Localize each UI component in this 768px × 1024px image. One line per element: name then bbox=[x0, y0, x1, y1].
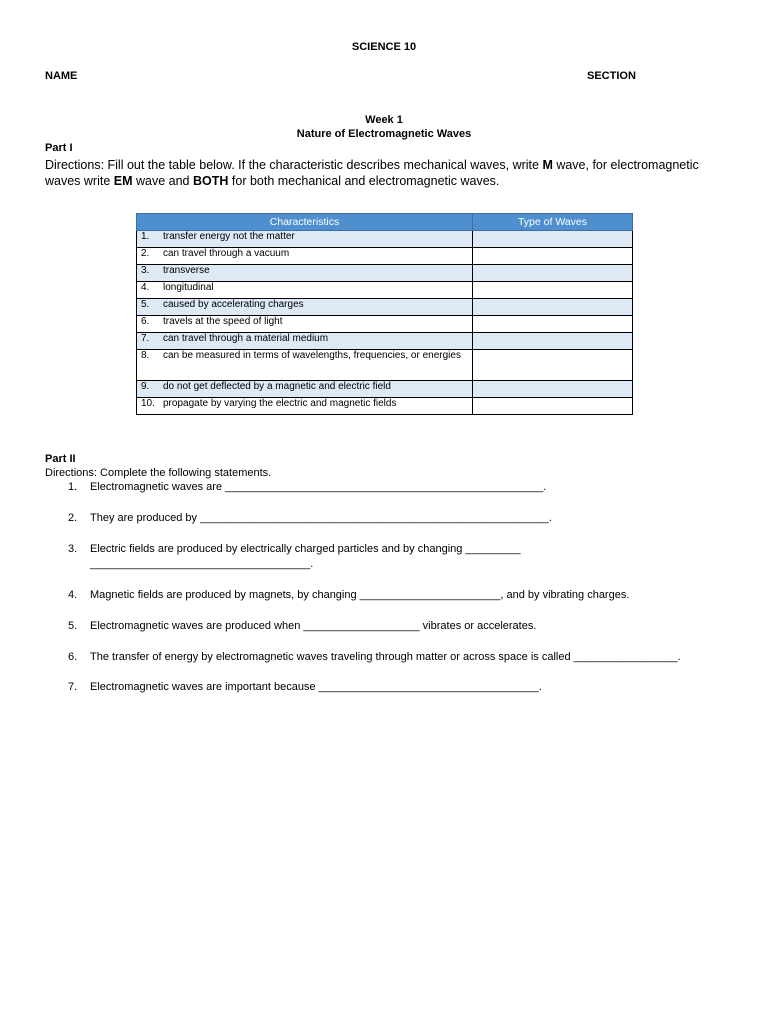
characteristic-cell bbox=[137, 231, 473, 248]
characteristic-text: longitudinal bbox=[163, 282, 214, 293]
characteristic-cell bbox=[137, 248, 473, 265]
directions-m: M bbox=[542, 158, 553, 172]
row-number: 8. bbox=[141, 350, 150, 361]
characteristic-text: do not get deflected by a magnetic and electric field bbox=[163, 381, 391, 392]
row-number: 3. bbox=[141, 265, 150, 276]
table-row bbox=[137, 299, 633, 316]
answer-cell[interactable] bbox=[473, 333, 633, 350]
section-label: SECTION bbox=[587, 70, 636, 82]
table-row bbox=[137, 282, 633, 299]
row-number: 6. bbox=[141, 316, 150, 327]
statement-number: 4. bbox=[68, 589, 78, 601]
answer-cell[interactable] bbox=[473, 265, 633, 282]
table-row bbox=[137, 333, 633, 350]
statement-item bbox=[68, 588, 720, 603]
statement-item bbox=[68, 619, 720, 634]
characteristic-text: propagate by varying the electric and magnetic fields bbox=[163, 398, 397, 409]
characteristic-text: can be measured in terms of wavelengths, frequencies, or energies bbox=[163, 350, 461, 361]
part2-directions: Directions: Complete the following statements. bbox=[45, 467, 272, 479]
table-row bbox=[137, 316, 633, 333]
subject-title: SCIENCE 10 bbox=[351, 41, 417, 53]
answer-cell[interactable] bbox=[473, 350, 633, 381]
characteristic-cell bbox=[137, 282, 473, 299]
statement-item bbox=[68, 511, 720, 526]
answer-cell[interactable] bbox=[473, 316, 633, 333]
statement-number: 6. bbox=[68, 651, 78, 663]
table-header-row bbox=[137, 214, 633, 231]
statement-text[interactable]: They are produced by _________________________________________________________. bbox=[90, 512, 552, 524]
row-number: 1. bbox=[141, 231, 150, 242]
statement-item bbox=[68, 680, 720, 695]
characteristic-text: can travel through a material medium bbox=[163, 333, 329, 344]
characteristic-text: caused by accelerating charges bbox=[163, 299, 304, 310]
table-row bbox=[137, 398, 633, 415]
part1-title: Part I bbox=[45, 142, 73, 154]
statement-text[interactable]: The transfer of energy by electromagnetic waves traveling through matter or across space is called _________________. bbox=[90, 651, 681, 663]
characteristic-text: travels at the speed of light bbox=[163, 316, 283, 327]
statement-item bbox=[68, 542, 720, 572]
table-row bbox=[137, 231, 633, 248]
statement-text[interactable]: Electric fields are produced by electrically charged particles and by changing _________ ____________________________________. bbox=[90, 543, 521, 570]
characteristic-cell bbox=[137, 398, 473, 415]
answer-cell[interactable] bbox=[473, 231, 633, 248]
statement-text[interactable]: Electromagnetic waves are produced when ___________________ vibrates or accelerates. bbox=[90, 620, 537, 632]
directions-text: wave, for electromagnetic waves write bbox=[45, 158, 699, 188]
statement-number: 5. bbox=[68, 620, 78, 632]
statement-item bbox=[68, 480, 720, 495]
directions-text: Directions: Fill out the table below. If the characteristic describes mechanical waves, write bbox=[45, 158, 543, 172]
characteristic-cell bbox=[137, 350, 473, 381]
characteristic-cell bbox=[137, 299, 473, 316]
row-number: 7. bbox=[141, 333, 150, 344]
week-title: Week 1 bbox=[365, 114, 403, 126]
answer-cell[interactable] bbox=[473, 381, 633, 398]
statement-number: 2. bbox=[68, 512, 78, 524]
statement-text[interactable]: Magnetic fields are produced by magnets, by changing _______________________, and by vibrating charges. bbox=[90, 589, 630, 601]
row-number: 4. bbox=[141, 282, 150, 293]
characteristics-table bbox=[136, 213, 633, 415]
statement-item bbox=[68, 650, 720, 665]
table-row bbox=[137, 248, 633, 265]
row-number: 5. bbox=[141, 299, 150, 310]
characteristic-cell bbox=[137, 333, 473, 350]
row-number: 10. bbox=[141, 398, 155, 409]
topic-title: Nature of Electromagnetic Waves bbox=[296, 128, 472, 140]
answer-cell[interactable] bbox=[473, 248, 633, 265]
characteristic-cell bbox=[137, 381, 473, 398]
directions-em: EM bbox=[113, 174, 133, 188]
row-number: 9. bbox=[141, 381, 150, 392]
statement-number: 3. bbox=[68, 543, 78, 555]
answer-cell[interactable] bbox=[473, 398, 633, 415]
header-type-of-waves: Type of Waves bbox=[473, 214, 633, 231]
statement-text[interactable]: Electromagnetic waves are ____________________________________________________. bbox=[90, 481, 547, 493]
characteristic-text: transfer energy not the matter bbox=[163, 231, 295, 242]
row-number: 2. bbox=[141, 248, 150, 259]
part2-title: Part II bbox=[45, 453, 76, 465]
table-row bbox=[137, 350, 633, 381]
statement-text[interactable]: Electromagnetic waves are important because ____________________________________. bbox=[90, 681, 542, 693]
answer-cell[interactable] bbox=[473, 282, 633, 299]
table-row bbox=[137, 265, 633, 282]
characteristic-cell bbox=[137, 316, 473, 333]
statement-number: 7. bbox=[68, 681, 78, 693]
characteristic-text: can travel through a vacuum bbox=[163, 248, 290, 259]
characteristic-cell bbox=[137, 265, 473, 282]
directions-both: BOTH bbox=[193, 174, 229, 188]
directions-text: wave and bbox=[132, 174, 193, 188]
statement-number: 1. bbox=[68, 481, 78, 493]
part1-directions bbox=[45, 157, 725, 189]
answer-cell[interactable] bbox=[473, 299, 633, 316]
characteristic-text: transverse bbox=[163, 265, 210, 276]
header-characteristics: Characteristics bbox=[137, 214, 473, 231]
directions-text: for both mechanical and electromagnetic waves. bbox=[228, 174, 500, 188]
table-row bbox=[137, 381, 633, 398]
name-label: NAME bbox=[45, 70, 78, 82]
